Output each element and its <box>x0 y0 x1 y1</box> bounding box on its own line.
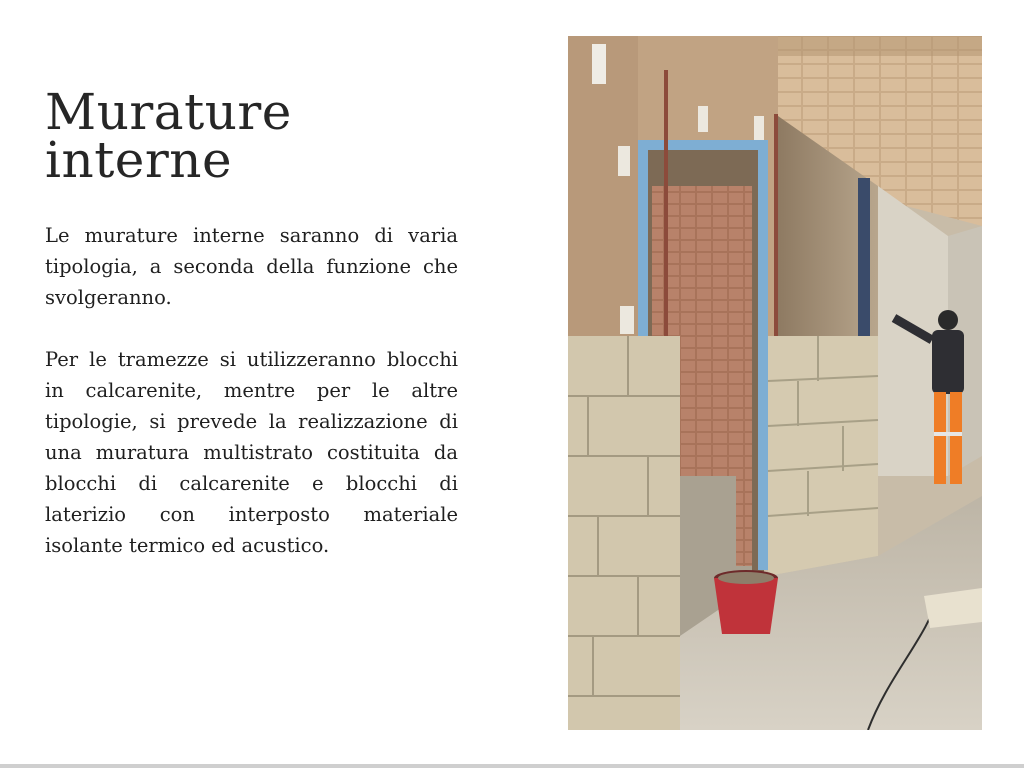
title-line-1: Murature <box>45 83 292 141</box>
paragraph-intro: Le murature interne saranno di varia tipologia, a seconda della funzione che svolgeranno. <box>45 224 458 309</box>
slide-title <box>45 83 515 189</box>
paragraph-details: Per le tramezze si utilizzeranno blocchi in calcarenite, mentre per le altre tipologie, si prevede la realizzazione di una muratura multistrato costituita da blocchi di calcarenite e blocchi di laterizio con interposto materiale isolante termico ed acustico. <box>45 348 458 557</box>
title-line-2: interne <box>45 131 233 189</box>
construction-photo-illustration <box>568 36 982 730</box>
bottom-divider <box>0 764 1024 768</box>
construction-photo <box>568 36 982 730</box>
body-text <box>45 220 458 592</box>
